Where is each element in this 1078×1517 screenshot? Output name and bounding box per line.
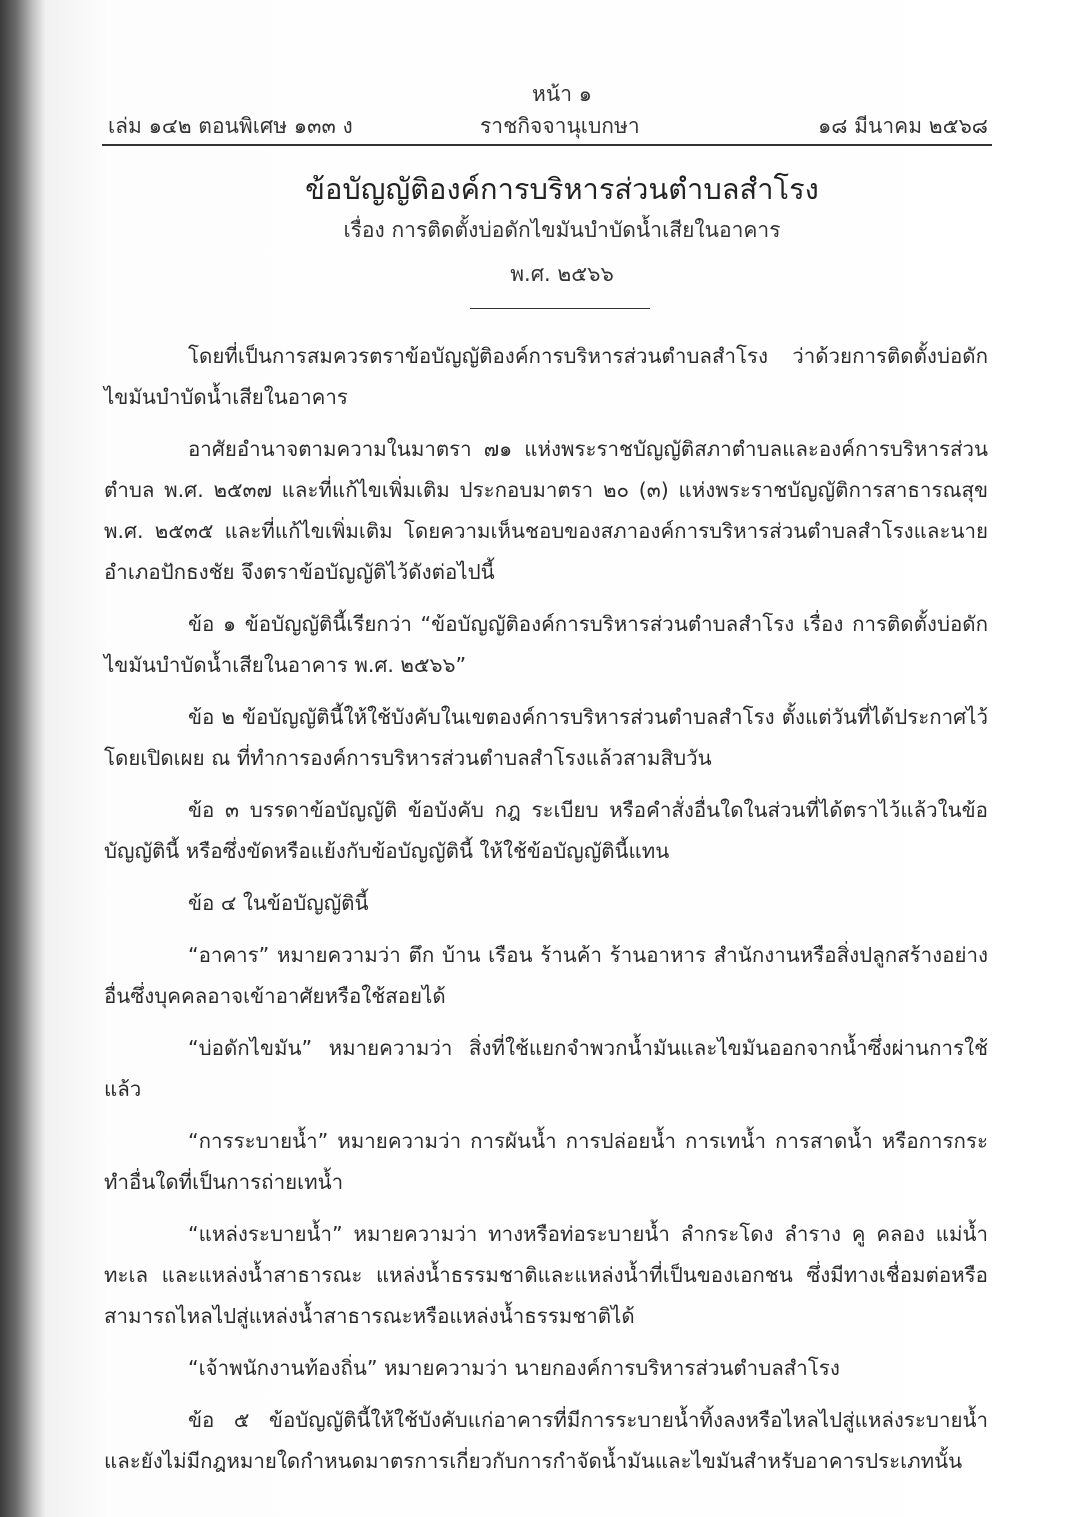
page-number: หน้า ๑ xyxy=(532,82,592,106)
document-year: พ.ศ. ๒๕๖๖ xyxy=(510,262,614,286)
gazette-name: ราชกิจจานุเบกษา xyxy=(480,114,640,138)
preamble-paragraph: โดยที่เป็นการสมควรตราข้อบัญญัติองค์การบริหารส่วนตำบลสำโรง ว่าด้วยการติดตั้งบ่อดักไขมันบำบัดน้ำเสียในอาคาร xyxy=(104,344,988,409)
clause-5: ข้อ ๕ ข้อบัญญัตินี้ให้ใช้บังคับแก่อาคารที่มีการระบายน้ำทิ้งลงหรือไหลไปสู่แหล่งระบายน้ำและยังไม่มีกฎหมายใดกำหนดมาตรการเกี่ยวกับการกำจัดน้ำมันและไขมันสำหรับอาคารประเภทนั้น xyxy=(104,1408,988,1473)
definition-drainage: “การระบายน้ำ” หมายความว่า การผันน้ำ การปล่อยน้ำ การเทน้ำ การสาดน้ำ หรือการกระทำอื่นใดที่เป็นการถ่ายเทน้ำ xyxy=(104,1129,988,1194)
definition-grease-trap: “บ่อดักไขมัน” หมายความว่า สิ่งที่ใช้แยกจำพวกน้ำมันและไขมันออกจากน้ำซึ่งผ่านการใช้แล้ว xyxy=(104,1036,988,1101)
definition-building: “อาคาร” หมายความว่า ตึก บ้าน เรือน ร้านค้า ร้านอาหาร สำนักงานหรือสิ่งปลูกสร้างอย่างอื่นซึ่งบุคคลอาจเข้าอาศัยหรือใช้สอยได้ xyxy=(104,943,988,1008)
book-binding-shadow xyxy=(0,0,46,1517)
header-divider xyxy=(102,144,992,146)
definition-drainage-source: “แหล่งระบายน้ำ” หมายความว่า ทางหรือท่อระบายน้ำ ลำกระโดง ลำราง คู คลอง แม่น้ำ ทะเล และแหล่งน้ำสาธารณะ แหล่งน้ำธรรมชาติและแหล่งน้ำที่เป็นของเอกชน ซึ่งมีทางเชื่อมต่อหรือสามารถไหลไปสู่แหล่งน้ำสาธารณะหรือแหล่งน้ำธรรมชาติได้ xyxy=(104,1222,988,1328)
volume-issue: เล่ม ๑๔๒ ตอนพิเศษ ๑๓๓ ง xyxy=(108,114,353,138)
title-divider xyxy=(470,308,650,309)
document-title: ข้อบัญญัติองค์การบริหารส่วนตำบลสำโรง xyxy=(305,172,819,206)
document-body xyxy=(104,336,988,1493)
document-subtitle: เรื่อง การติดตั้งบ่อดักไขมันบำบัดน้ำเสียในอาคาร xyxy=(343,218,781,242)
gazette-header xyxy=(108,110,988,140)
document-page xyxy=(46,0,1078,1517)
authority-paragraph: อาศัยอำนาจตามความในมาตรา ๗๑ แห่งพระราชบัญญัติสภาตำบลและองค์การบริหารส่วนตำบล พ.ศ. ๒๕๓๗ และที่แก้ไขเพิ่มเติม ประกอบมาตรา ๒๐ (๓) แห่งพระราชบัญญัติการสาธารณสุข พ.ศ. ๒๕๓๕ และที่แก้ไขเพิ่มเติม โดยความเห็นชอบของสภาองค์การบริหารส่วนตำบลสำโรงและนายอำเภอปักธงชัย จึงตราข้อบัญญัติไว้ดังต่อไปนี้ xyxy=(104,437,988,584)
clause-4: ข้อ ๔ ในข้อบัญญัตินี้ xyxy=(188,891,369,915)
clause-1: ข้อ ๑ ข้อบัญญัตินี้เรียกว่า “ข้อบัญญัติองค์การบริหารส่วนตำบลสำโรง เรื่อง การติดตั้งบ่อดักไขมันบำบัดน้ำเสียในอาคาร พ.ศ. ๒๕๖๖” xyxy=(104,612,988,677)
publication-date: ๑๘ มีนาคม ๒๕๖๘ xyxy=(817,114,988,138)
clause-2: ข้อ ๒ ข้อบัญญัตินี้ให้ใช้บังคับในเขตองค์การบริหารส่วนตำบลสำโรง ตั้งแต่วันที่ได้ประกาศไว้โดยเปิดเผย ณ ที่ทำการองค์การบริหารส่วนตำบลสำโรงแล้วสามสิบวัน xyxy=(104,705,988,770)
clause-3: ข้อ ๓ บรรดาข้อบัญญัติ ข้อบังคับ กฎ ระเบียบ หรือคำสั่งอื่นใดในส่วนที่ได้ตราไว้แล้วในข้อบัญญัตินี้ หรือซึ่งขัดหรือแย้งกับข้อบัญญัตินี้ ให้ใช้ข้อบัญญัตินี้แทน xyxy=(104,798,988,863)
definition-local-officer: “เจ้าพนักงานท้องถิ่น” หมายความว่า นายกองค์การบริหารส่วนตำบลสำโรง xyxy=(188,1356,840,1380)
